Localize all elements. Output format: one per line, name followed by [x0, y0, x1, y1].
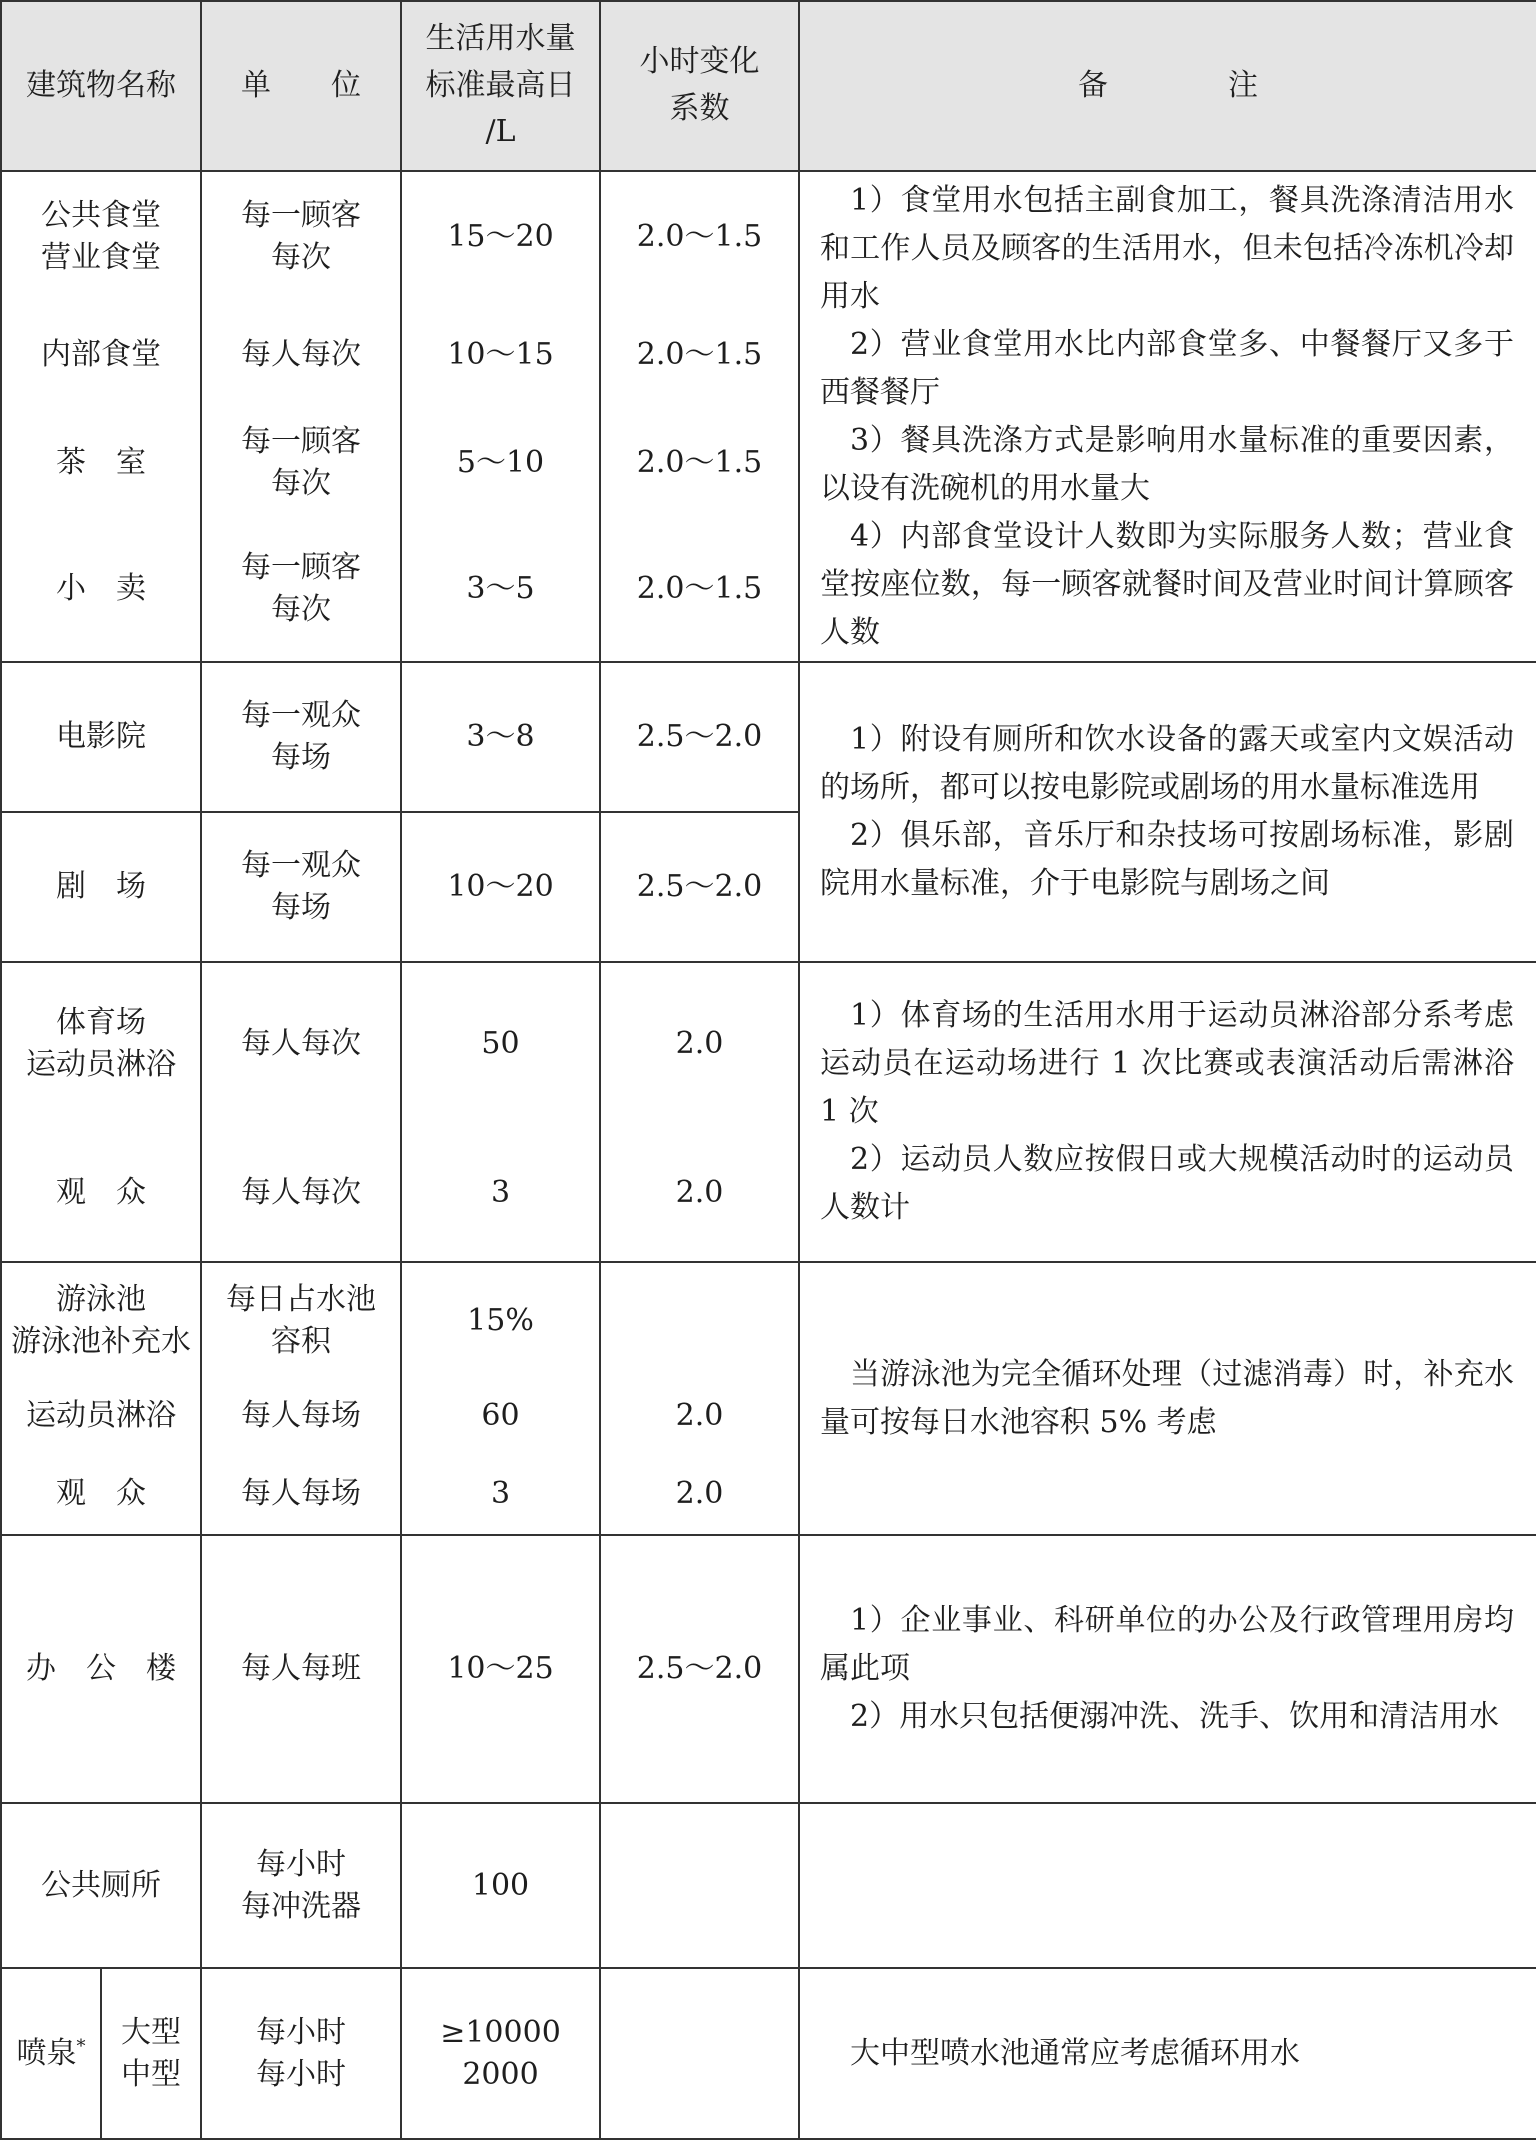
quota-cell: 10～15 [401, 302, 600, 409]
unit-line: 每人每次 [241, 1026, 361, 1062]
quota-cell [401, 1968, 600, 2139]
note-paragraph: 1）附设有厕所和饮水设备的露天或室内文娱活动的场所，都可以按电影院或剧场的用水量标准选用 [820, 722, 1514, 806]
unit-line: 每一顾客 [241, 197, 361, 233]
unit-cell [201, 1126, 401, 1263]
note-paragraph: 大中型喷水池通常应考虑循环用水 [850, 2035, 1300, 2071]
note-cell [799, 1262, 1536, 1535]
unit-line: 每小时 [256, 1846, 346, 1882]
header-factor [600, 1, 799, 171]
unit-line: 每次 [271, 591, 331, 627]
factor-cell: 2.0～1.5 [600, 409, 799, 516]
table-row [1, 662, 1536, 812]
building-name-cell [1, 516, 201, 662]
building-name: 茶 室 [56, 444, 146, 480]
table-row [1, 1262, 1536, 1378]
building-name: 剧 场 [56, 868, 146, 904]
note-paragraph: 2）运动员人数应按假日或大规模活动时的运动员人数计 [820, 1141, 1514, 1225]
quota-value: 2000 [462, 2056, 539, 2092]
header-factor-line: 小时变化 [639, 44, 760, 80]
unit-line: 每一顾客 [241, 423, 361, 459]
quota-cell: 60 [401, 1378, 600, 1454]
unit-line: 每冲洗器 [241, 1888, 361, 1924]
building-name-cell [1, 1454, 201, 1535]
factor-cell: 2.0～1.5 [600, 171, 799, 302]
factor-cell: 2.0 [600, 1126, 799, 1263]
building-name: 公共厕所 [41, 1867, 161, 1903]
note-paragraph: 1）体育场的生活用水用于运动员淋浴部分系考虑运动员在运动场进行 1 次比赛或表演活动后需淋浴 1 次 [820, 997, 1514, 1129]
unit-cell [201, 1535, 401, 1803]
note-cell [799, 1803, 1536, 1968]
building-name: 内部食堂 [41, 337, 161, 373]
building-name-cell [1, 1126, 201, 1263]
building-name: 观 众 [56, 1476, 146, 1512]
note-paragraph: 当游泳池为完全循环处理（过滤消毒）时，补充水量可按每日水池容积 5% 考虑 [820, 1356, 1514, 1440]
quota-cell: 10～20 [401, 812, 600, 962]
building-name-cell [1, 812, 201, 962]
building-name-cell [1, 1535, 201, 1803]
unit-line: 每次 [271, 239, 331, 275]
building-name: 游泳池补充水 [11, 1323, 191, 1359]
note-paragraph: 2）用水只包括便溺冲洗、洗手、饮用和清洁用水 [850, 1699, 1500, 1735]
header-quota-line: 标准最高日 [425, 67, 576, 103]
factor-cell [600, 1262, 799, 1378]
unit-cell [201, 302, 401, 409]
unit-cell [201, 1454, 401, 1535]
unit-cell [201, 1378, 401, 1454]
factor-cell: 2.0～1.5 [600, 516, 799, 662]
quota-cell: 15% [401, 1262, 600, 1378]
building-name: 电影院 [56, 719, 146, 755]
unit-cell [201, 1262, 401, 1378]
table-row [1, 962, 1536, 1126]
fountain-mark: * [76, 2035, 86, 2057]
building-name: 公共食堂 [41, 197, 161, 233]
unit-line: 每一顾客 [241, 549, 361, 585]
unit-line: 每场 [271, 889, 331, 925]
quota-cell: 3～5 [401, 516, 600, 662]
unit-line: 每日占水池 [226, 1281, 376, 1317]
fountain-subtype: 大型 [121, 2014, 181, 2050]
building-name-cell [1, 171, 201, 302]
note-paragraph: 3）餐具洗涤方式是影响用水量标准的重要因素，以设有洗碗机的用水量大 [820, 422, 1514, 506]
note-cell [799, 962, 1536, 1262]
building-name: 运动员淋浴 [26, 1398, 176, 1434]
note-paragraph: 2）俱乐部，音乐厅和杂技场可按剧场标准，影剧院用水量标准，介于电影院与剧场之间 [820, 818, 1514, 902]
fountain-name-cell [1, 1968, 101, 2139]
note-paragraph: 2）营业食堂用水比内部食堂多、中餐餐厅又多于西餐餐厅 [820, 326, 1514, 410]
quota-value: ≥10000 [440, 2014, 561, 2050]
building-name: 游泳池 [56, 1281, 146, 1317]
unit-line: 每人每场 [241, 1476, 361, 1512]
quota-cell: 3～8 [401, 662, 600, 812]
factor-cell: 2.0 [600, 962, 799, 1126]
note-cell [799, 1968, 1536, 2139]
unit-line: 每次 [271, 465, 331, 501]
unit-line: 每场 [271, 740, 331, 776]
header-unit: 单 位 [201, 1, 401, 171]
unit-line: 每人每班 [241, 1651, 361, 1687]
note-paragraph: 4）内部食堂设计人数即为实际服务人数；营业食堂按座位数，每一顾客就餐时间及营业时间计算顾客人数 [820, 518, 1514, 650]
factor-cell [600, 1968, 799, 2139]
building-name-cell [1, 962, 201, 1126]
quota-cell: 15～20 [401, 171, 600, 302]
quota-cell: 3 [401, 1454, 600, 1535]
unit-line: 每人每次 [241, 337, 361, 373]
header-building-name: 建筑物名称 [1, 1, 201, 171]
building-name: 运动员淋浴 [26, 1047, 176, 1083]
fountain-subtype-cell [101, 1968, 201, 2139]
header-quota-line: /L [485, 114, 516, 150]
building-name: 营业食堂 [41, 239, 161, 275]
unit-cell [201, 662, 401, 812]
unit-line: 每小时 [256, 2014, 346, 2050]
fountain-name: 喷泉 [16, 2035, 77, 2071]
table-row [1, 171, 1536, 302]
factor-cell: 2.0 [600, 1454, 799, 1535]
unit-cell [201, 812, 401, 962]
quota-cell: 3 [401, 1126, 600, 1263]
unit-line: 每人每次 [241, 1175, 361, 1211]
quota-cell: 50 [401, 962, 600, 1126]
header-note: 备 注 [799, 1, 1536, 171]
note-cell [799, 1535, 1536, 1803]
factor-cell: 2.5～2.0 [600, 812, 799, 962]
quota-cell: 5～10 [401, 409, 600, 516]
unit-line: 每人每场 [241, 1398, 361, 1434]
building-name: 小 卖 [56, 570, 146, 606]
building-name: 办 公 楼 [26, 1651, 176, 1687]
note-paragraph: 1）企业事业、科研单位的办公及行政管理用房均属此项 [820, 1603, 1514, 1687]
unit-cell [201, 171, 401, 302]
factor-cell: 2.0～1.5 [600, 302, 799, 409]
note-paragraph: 1）食堂用水包括主副食加工，餐具洗涤清洁用水和工作人员及顾客的生活用水，但未包括冷冻机冷却用水 [820, 182, 1514, 314]
building-name-cell [1, 1378, 201, 1454]
header-quota-line: 生活用水量 [425, 21, 576, 57]
building-name: 观 众 [56, 1175, 146, 1211]
unit-line: 每小时 [256, 2056, 346, 2092]
fountain-subtype: 中型 [121, 2056, 181, 2092]
factor-cell: 2.5～2.0 [600, 1535, 799, 1803]
building-name-cell [1, 409, 201, 516]
quota-cell: 100 [401, 1803, 600, 1968]
table-row [1, 1535, 1536, 1803]
table-body [1, 1, 1536, 2139]
note-cell [799, 171, 1536, 663]
factor-cell [600, 1803, 799, 1968]
building-name-cell [1, 1803, 201, 1968]
fountain-row [1, 1968, 1536, 2139]
header-row [1, 1, 1536, 171]
unit-cell [201, 409, 401, 516]
building-name-cell [1, 1262, 201, 1378]
unit-cell [201, 1968, 401, 2139]
quota-cell: 10～25 [401, 1535, 600, 1803]
factor-cell: 2.5～2.0 [600, 662, 799, 812]
header-quota [401, 1, 600, 171]
unit-cell [201, 962, 401, 1126]
note-cell [799, 662, 1536, 961]
unit-cell [201, 516, 401, 662]
unit-cell [201, 1803, 401, 1968]
unit-line: 每一观众 [241, 698, 361, 734]
unit-line: 容积 [271, 1323, 331, 1359]
unit-line: 每一观众 [241, 847, 361, 883]
building-name-cell [1, 302, 201, 409]
header-factor-line: 系数 [669, 90, 730, 126]
table-row [1, 1803, 1536, 1968]
building-name-cell [1, 662, 201, 812]
building-name: 体育场 [56, 1005, 146, 1041]
factor-cell: 2.0 [600, 1378, 799, 1454]
